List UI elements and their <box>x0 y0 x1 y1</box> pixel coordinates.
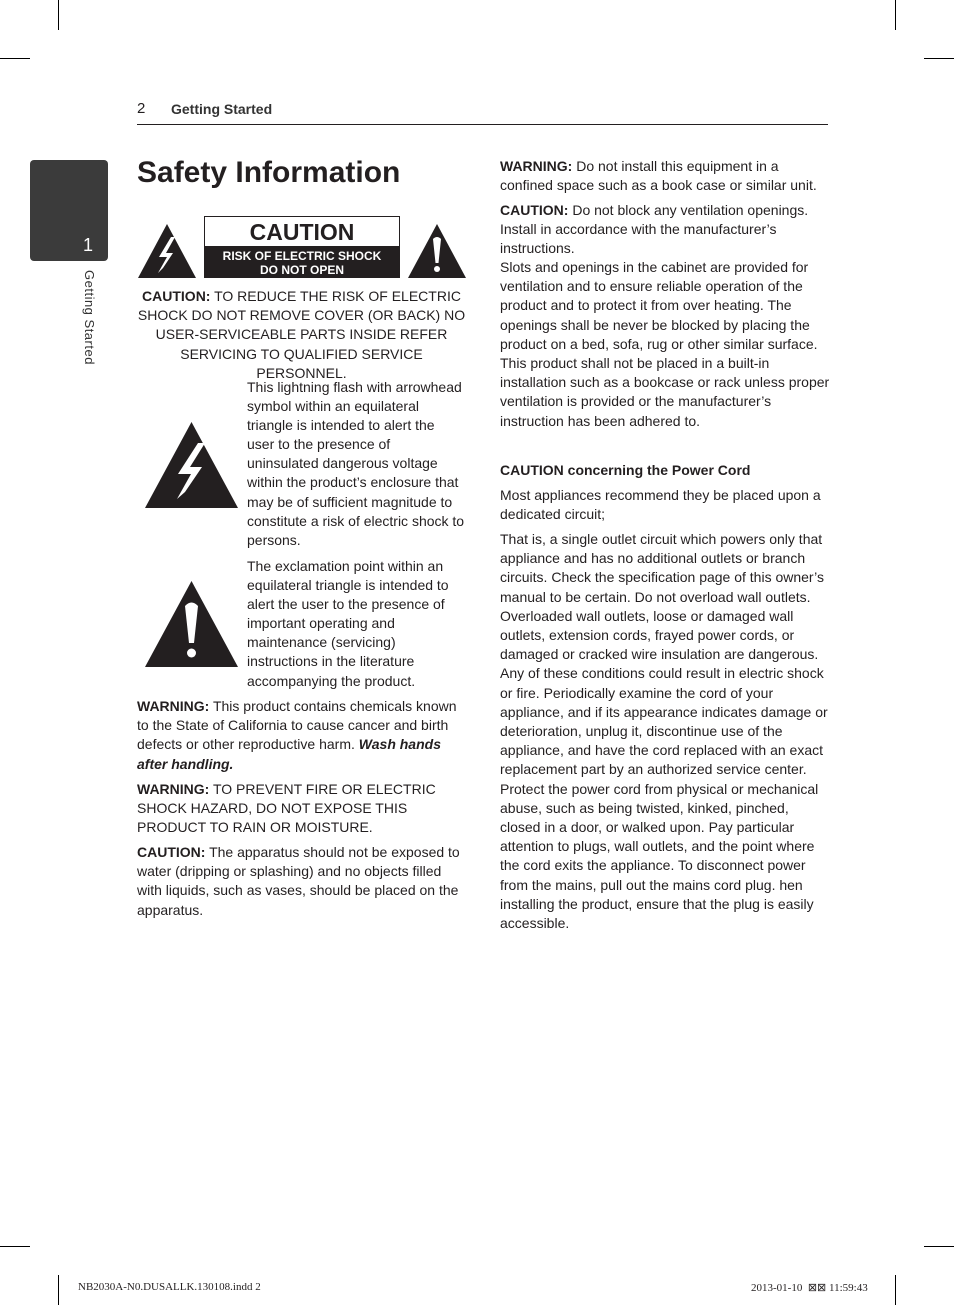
crop-mark <box>0 58 30 59</box>
page-number: 2 <box>137 100 146 117</box>
exclamation-symbol-icon <box>144 580 239 668</box>
caution-water: CAUTION: The apparatus should not be exposed to water (dripping or splashing) and no objects filled with liquids, such as vases, should be placed on the apparatus. <box>137 844 460 918</box>
caution-line-2: DO NOT OPEN <box>259 263 344 277</box>
caution-ventilation: CAUTION: Do not block any ventilation openings. Install in accordance with the manufacturer’s instructions. <box>500 202 809 257</box>
power-cord-heading: CAUTION concerning the Power Cord <box>500 462 751 478</box>
lightning-warning-icon <box>137 223 197 279</box>
running-header: Getting Started <box>171 101 273 117</box>
caution-band <box>205 246 399 277</box>
chapter-tab <box>30 160 108 261</box>
exclamation-symbol-text: The exclamation point within an equilateral triangle is intended to alert the user to the presence of important operating and maintenance (servicing) instructions in the literature accompanying the product. <box>247 558 449 689</box>
caution-shock-text: CAUTION: TO REDUCE THE RISK OF ELECTRIC SHOCK DO NOT REMOVE COVER (OR BACK) NO USER-SERVICEABLE PARTS INSIDE REFER SERVICING TO QUALIFIED SERVICE PERSONNEL. <box>137 288 466 381</box>
power-cord-paragraph-2: That is, a single outlet circuit which powers only that appliance and has no additional outlets or branch circuits. Check the specification page of this owner’s manual to be certain. Do not overload wall outlets. Overloaded wall outlets, loose or damaged wall outlets, extension cords, frayed power cords, or damaged or cracked wire insulation are dangerous. Any of these conditions could result in electric shock or fire. Periodically examine the cord of your appliance, and if its appearance indicates damage or deterioration, unplug it, discontinue use of the appliance, and have the cord replaced with an exact replacement part by an authorized service center. Protect the power cord from physical or mechanical abuse, such as being twisted, kinked, pinched, closed in a door, or walked upon. Pay particular attention to plugs, wall outlets, and the point where the cord exits the appliance. To disconnect power from the mains, pull out the mains cord plug. hen installing the product, ensure that the plug is easily accessible. <box>500 531 828 932</box>
ventilation-detail: Slots and openings in the cabinet are provided for ventilation and to ensure reliable operation of the product and to protect it from over heating. The openings shall be never be blocked by placing the product on a bed, sofa, rug or other similar surface. This product shall not be placed in a built-in installation such as a bookcase or rack unless proper ventilation is provided or the manufacturer’s instruction has been adhered to. <box>500 259 830 429</box>
crop-mark <box>924 1246 954 1247</box>
header-rule <box>137 124 828 125</box>
warning-fire: WARNING: TO PREVENT FIRE OR ELECTRIC SHOCK HAZARD, DO NOT EXPOSE THIS PRODUCT TO RAIN OR MOISTURE. <box>137 781 436 836</box>
exclamation-warning-icon <box>407 223 467 279</box>
crop-mark <box>895 1275 896 1305</box>
crop-mark <box>895 0 896 30</box>
footer-timestamp: 2013-01-10 ⊠⊠ 11:59:43 <box>751 1282 868 1294</box>
page-title: Safety Information <box>137 156 401 189</box>
footer-filename: NB2030A-N0.DUSALLK.130108.indd 2 <box>78 1281 261 1293</box>
lightning-symbol-text: This lightning flash with arrowhead symbol within an equilateral triangle is intended to alert the user to the presence of uninsulated dangerous voltage within the product’s enclosure that may be of sufficient magnitude to constitute a risk of electric shock to persons. <box>247 379 465 548</box>
crop-mark <box>58 0 59 30</box>
power-cord-paragraph-1: Most appliances recommend they be placed upon a dedicated circuit; <box>500 487 821 523</box>
crop-mark <box>0 1246 30 1247</box>
chapter-number: 1 <box>83 235 94 255</box>
caution-word: CAUTION <box>249 219 355 245</box>
chapter-label: Getting Started <box>82 270 97 365</box>
crop-mark <box>58 1275 59 1305</box>
crop-mark <box>924 58 954 59</box>
warning-chemicals: WARNING: This product contains chemicals known to the State of California to cause cancer and birth defects or other reproductive harm. Wash hands after handling. <box>137 698 457 772</box>
warning-confined-space: WARNING: Do not install this equipment in a confined space such as a book case or similar unit. <box>500 158 817 194</box>
caution-line-1: RISK OF ELECTRIC SHOCK <box>222 249 382 263</box>
caution-label <box>204 216 400 278</box>
lightning-symbol-icon <box>144 421 239 509</box>
